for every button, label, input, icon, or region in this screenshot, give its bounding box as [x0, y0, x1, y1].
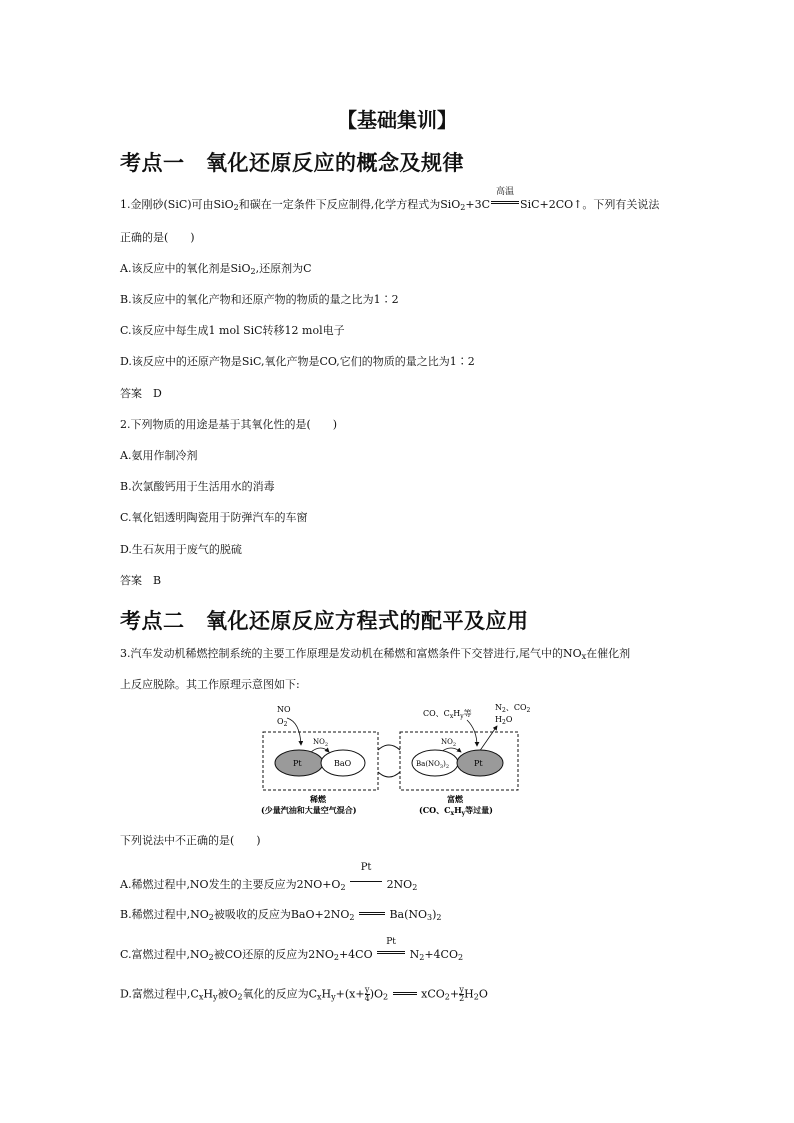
lean-caption-detail: (少量汽油和大量空气混合) — [261, 805, 357, 815]
question-2-option-b: B.次氯酸钙用于生活用水的消毒 — [120, 480, 275, 493]
fraction-y-over-2: $\frac{y}{2}$ — [459, 985, 465, 1003]
question-3-option-a: A.稀燃过程中,NO发生的主要反应为$2NO+O_2$ Pt $2NO_2$ — [120, 862, 418, 892]
rich-ba-label: $Ba(NO_3)_2$ — [416, 760, 450, 770]
question-1-option-d: D.该反应中的还原产物是SiC,氧化产物是CO,它们的物质的量之比为1∶2 — [120, 355, 475, 368]
question-2-answer: 答案 B — [120, 574, 162, 587]
reaction-arrow: Pt — [376, 947, 406, 959]
rich-pt-label: Pt — [474, 759, 483, 768]
rich-no2-label: $NO_2$ — [441, 738, 457, 748]
connector-bottom — [378, 772, 400, 777]
question-1-answer: 答案 D — [120, 387, 162, 400]
lean-input-o2: $O_2$ — [277, 717, 288, 728]
lean-bao-label: BaO — [334, 759, 352, 768]
rich-input-arrow — [467, 720, 477, 746]
question-1-stem-cont: 正确的是( ) — [120, 231, 195, 244]
page-title: 【基础集训】 — [337, 108, 457, 132]
question-1-option-c: C.该反应中每生成1 mol SiC转移12 mol电子 — [120, 324, 345, 337]
rich-output-h2o: $H_2O$ — [495, 715, 513, 726]
lean-input-no: NO — [277, 705, 291, 714]
lean-caption: 稀燃 — [310, 794, 326, 804]
question-1-option-a: A.该反应中的氧化剂是SiO$_2$,还原剂为C — [120, 262, 312, 276]
connector-top — [378, 745, 400, 750]
rich-caption: 富燃 — [447, 794, 463, 804]
question-2-stem: 2.下列物质的用途是基于其氧化性的是( ) — [120, 418, 338, 431]
section-heading-1: 考点一 氧化还原反应的概念及规律 — [120, 151, 464, 175]
rich-output-n2-co2: $N_2$、$CO_2$ — [495, 703, 531, 714]
question-3-prompt: 下列说法中不正确的是( ) — [120, 834, 261, 847]
question-2-option-a: A.氨用作制冷剂 — [120, 449, 198, 462]
question-3-option-d: D.富燃过程中$,C_xH_y$被$O_2$氧化的反应为$C_xH_y+(x+$ $\frac{y}{4}$ )$O_2$ xCO$_2$+ $\frac{y}{2}$ $H_2O$ — [120, 985, 488, 1003]
question-3-option-c: C.富燃过程中$,NO_2$被CO还原的反应为$2NO_2+4CO$ Pt $N_2+4CO_2$ — [120, 937, 464, 962]
lean-no2-label: $NO_2$ — [313, 738, 329, 748]
lean-no2-arrow — [311, 748, 329, 752]
question-2-option-c: C.氧化铝透明陶瓷用于防弹汽车的车窗 — [120, 511, 308, 524]
section-heading-2: 考点二 氧化还原反应方程式的配平及应用 — [120, 609, 529, 633]
reaction-arrow — [358, 907, 386, 919]
rich-input-label: CO、$C_xH_y$等 — [423, 709, 472, 720]
reaction-arrow — [392, 987, 418, 999]
reaction-arrow: 高温 — [490, 197, 520, 209]
lean-rich-combustion-diagram — [255, 700, 545, 820]
question-3-option-b: B.稀燃过程中$,NO_2$被吸收的反应为$BaO+2NO_2$ $Ba(NO_3)_2$ — [120, 908, 442, 922]
rich-caption-detail: (CO、$C_xH_y$等过量) — [419, 805, 493, 817]
question-2-option-d: D.生石灰用于废气的脱硫 — [120, 543, 242, 556]
fraction-y-over-4: $\frac{y}{4}$ — [364, 985, 370, 1003]
question-1-option-b: B.该反应中的氧化产物和还原产物的物质的量之比为1∶2 — [120, 293, 399, 306]
lean-pt-label: Pt — [293, 759, 302, 768]
question-3-stem: 3.汽车发动机稀燃控制系统的主要工作原理是发动机在稀燃和富燃条件下交替进行,尾气中的$NO_x$在催化剂 — [120, 647, 631, 661]
question-1-stem: 1.金刚砂(SiC)可由SiO$_2$和碳在一定条件下反应制得,化学方程式为SiO$_2$+3C 高温 SiC+2CO↑。下列有关说法 — [120, 187, 660, 212]
question-3-stem-cont: 上反应脱除。其工作原理示意图如下: — [120, 678, 300, 691]
rich-output-arrow — [479, 726, 497, 752]
reaction-arrow: Pt — [349, 877, 383, 889]
